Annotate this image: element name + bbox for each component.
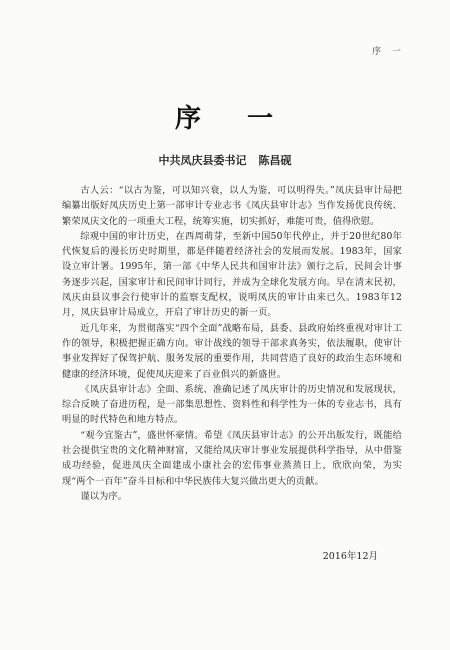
- paragraph-5: “观今宜鉴古”，盛世怀豪情。希望《凤庆县审计志》的公开出版发行，既能给社会提供宝贵的文化精神财富，又能给凤庆审计事业发展提供科学指导，从中借鉴成功经验，促进凤庆全面建成小康社会的宏伟事业蒸蒸日上，欣欣向荣，为实现“两个一百年”奋斗目标和中华民族伟大复兴做出更大的贡献。: [62, 429, 402, 487]
- author-position: 中共凤庆县委书记: [158, 154, 247, 167]
- preface-body: [62, 183, 402, 504]
- paragraph-6: 谨以为序。: [80, 490, 128, 502]
- paragraph-3: 近几年来，为贯彻落实“四个全面”战略布局，县委、县政府始终重视对审计工作的领导，积极把握正确方向。审计战线的领导干部求真务实，依法履职，使审计事业发挥好了保驾护航、服务发展的重要作用，共同营造了良好的政治生态环境和健康的经济环境，促使凤庆迎来了百业俱兴的新盛世。: [62, 322, 402, 380]
- paragraph-2: 综观中国的审计历史，在西周萌芽，至新中国50年代停止，并于20世纪80年代恢复后的漫长历史时期里，都是伴随着经济社会的发展而发展。1983年，国家设立审计署。1995年，第一部《中华人民共和国审计法》颁行之后，民间会计事务逐步兴起，国家审计和民间审计同行，并成为全球化发展方向。早在清末民初，凤庆由县议事会行使审计的监察支配权，说明凤庆的审计由来已久。1983年12月，凤庆县审计局成立，开启了审计历史的新一页。: [62, 230, 402, 319]
- paragraph-4: 《凤庆县审计志》全面、系统、准确记述了凤庆审计的历史情况和发展现状，综合反映了奋进历程，是一部集思想性、资料性和科学性为一体的专业志书，具有明显的时代特色和地方特点。: [62, 383, 402, 426]
- author-name: 陈昌砚: [258, 154, 292, 167]
- author-line: [0, 152, 450, 168]
- page-title: [0, 98, 450, 135]
- title-char-2: 一: [247, 104, 276, 134]
- title-char-1: 序: [174, 104, 203, 134]
- paragraph-1: 古人云：“以古为鉴，可以知兴衰，以人为鉴，可以明得失。”凤庆县审计局把编纂出版好凤庆历史上第一部审计专业志书《凤庆县审计志》当作发扬优良传统、繁荣凤庆文化的一项重大工程，统筹实施，切实抓好，难能可贵，值得欣慰。: [62, 185, 402, 227]
- preface-date: 2016年12月: [322, 551, 378, 562]
- running-header: 序 一: [371, 47, 402, 57]
